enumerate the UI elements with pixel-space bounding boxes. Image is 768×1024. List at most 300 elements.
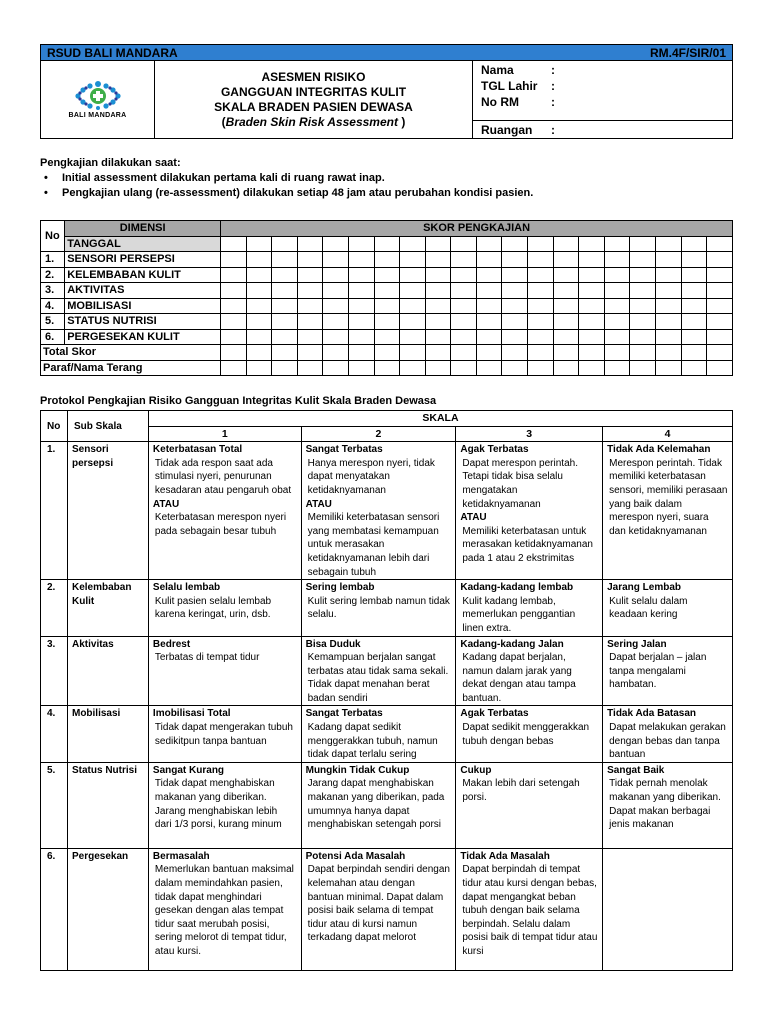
score-cell[interactable]: [655, 329, 681, 345]
score-cell[interactable]: [451, 236, 477, 252]
score-col-tanggal: TANGGAL: [65, 236, 221, 252]
score-cell[interactable]: [707, 283, 733, 299]
score-cell[interactable]: [579, 314, 605, 330]
score-cell[interactable]: [476, 283, 502, 299]
score-cell[interactable]: [476, 236, 502, 252]
score-cell[interactable]: [579, 298, 605, 314]
score-cell[interactable]: [349, 298, 375, 314]
score-cell[interactable]: [655, 298, 681, 314]
score-cell[interactable]: [374, 360, 400, 376]
score-cell[interactable]: [451, 298, 477, 314]
score-cell[interactable]: [297, 283, 323, 299]
score-cell[interactable]: [579, 329, 605, 345]
scale-option-2: [301, 848, 456, 970]
score-cell[interactable]: [476, 329, 502, 345]
score-cell[interactable]: [528, 267, 554, 283]
score-cell[interactable]: [528, 298, 554, 314]
score-cell[interactable]: [349, 360, 375, 376]
score-row-no: 6.: [41, 329, 65, 345]
score-cell[interactable]: [553, 267, 579, 283]
score-cell[interactable]: [502, 360, 528, 376]
score-cell[interactable]: [553, 236, 579, 252]
protocol-row-no: 6.: [41, 848, 68, 970]
score-cell[interactable]: [604, 236, 630, 252]
score-cell[interactable]: [655, 360, 681, 376]
score-cell[interactable]: [528, 360, 554, 376]
scale-option-title: Tidak Ada Batasan: [607, 708, 697, 720]
score-cell[interactable]: [323, 329, 349, 345]
score-cell[interactable]: [707, 360, 733, 376]
score-cell[interactable]: [272, 252, 298, 268]
score-cell[interactable]: [297, 298, 323, 314]
scale-option-desc: Dapat berpindah sendiri dengan kelemahan atau dengan bantuan minimal. Dapat dalam posisi baik selama di tempat tidur atau di kursi namun terkadang dapat melorot: [307, 864, 450, 944]
score-cell[interactable]: [349, 267, 375, 283]
score-cell[interactable]: [272, 345, 298, 361]
scale-option-1: [148, 706, 301, 762]
score-cell[interactable]: [246, 298, 272, 314]
protocol-col-no: No: [41, 411, 68, 442]
score-cell[interactable]: [655, 267, 681, 283]
score-cell[interactable]: [451, 360, 477, 376]
score-cell[interactable]: [349, 314, 375, 330]
scale-option-desc: Tidak dapat menghabiskan makanan yang diberikan. Jarang menghabiskan lebih dari 1/3 porsi, kurang minum: [154, 778, 282, 831]
scale-option-title: Potensi Ada Masalah: [305, 850, 406, 862]
score-col-no: No: [41, 221, 65, 252]
score-col-dimensi: DIMENSI: [65, 221, 221, 237]
protocol-row: [41, 442, 733, 580]
score-cell[interactable]: [400, 360, 426, 376]
score-row-no: 2.: [41, 267, 65, 283]
score-cell[interactable]: [707, 329, 733, 345]
score-cell[interactable]: [604, 314, 630, 330]
score-cell[interactable]: [553, 283, 579, 299]
score-cell[interactable]: [221, 267, 247, 283]
score-cell[interactable]: [323, 236, 349, 252]
score-cell[interactable]: [476, 252, 502, 268]
scale-option-4: [603, 762, 733, 848]
score-cell[interactable]: [707, 314, 733, 330]
score-cell[interactable]: [246, 329, 272, 345]
scale-option-title: Agak Terbatas: [460, 444, 529, 456]
score-cell[interactable]: [502, 283, 528, 299]
score-cell[interactable]: [374, 298, 400, 314]
score-cell[interactable]: [272, 360, 298, 376]
protocol-row-sub: Status Nutrisi: [67, 762, 148, 848]
score-cell[interactable]: [630, 283, 656, 299]
score-cell[interactable]: [553, 360, 579, 376]
scale-option-4: [603, 580, 733, 636]
score-cell[interactable]: [400, 314, 426, 330]
score-cell[interactable]: [630, 298, 656, 314]
score-cell[interactable]: [553, 329, 579, 345]
score-cell[interactable]: [630, 236, 656, 252]
protocol-row-sub: Mobilisasi: [67, 706, 148, 762]
scale-option-desc: Memerlukan bantuan maksimal dalam memindahkan pasien, tidak dapat menghindari gesekan dengan alas tempat tidur saat merubah posisi, sering melorot di tempat tidur, atau kursi.: [154, 864, 294, 957]
title-line-4: (Braden Skin Risk Assessment ): [221, 114, 406, 129]
form-code: RM.4F/SIR/01: [649, 45, 726, 60]
score-cell[interactable]: [246, 252, 272, 268]
score-cell[interactable]: [246, 267, 272, 283]
score-cell[interactable]: [553, 298, 579, 314]
score-cell[interactable]: [374, 283, 400, 299]
score-cell[interactable]: [451, 345, 477, 361]
score-cell[interactable]: [297, 236, 323, 252]
protocol-row-sub: Kelembaban Kulit: [67, 580, 148, 636]
score-cell[interactable]: [528, 236, 554, 252]
score-row: [41, 298, 733, 314]
scale-option-title: Agak Terbatas: [460, 708, 529, 720]
scale-option-desc: Merespon perintah. Tidak memiliki keterbatasan sensori, memiliki perasaan yang baik dalam merespon nyeri, suara dan ketidaknyamanan: [609, 457, 728, 537]
scale-option-title: Sangat Kurang: [152, 764, 225, 776]
scale-option-title: Sangat Baik: [607, 764, 665, 776]
score-row-no: 4.: [41, 298, 65, 314]
score-cell[interactable]: [400, 236, 426, 252]
score-cell[interactable]: [604, 267, 630, 283]
score-cell[interactable]: [323, 252, 349, 268]
score-cell[interactable]: [707, 267, 733, 283]
score-cell[interactable]: [451, 267, 477, 283]
score-cell[interactable]: [630, 345, 656, 361]
protocol-row: [41, 706, 733, 762]
score-cell[interactable]: [323, 314, 349, 330]
score-cell[interactable]: [707, 252, 733, 268]
scale-option-title: Bisa Duduk: [305, 638, 361, 650]
score-cell[interactable]: [579, 252, 605, 268]
scale-option-2: [301, 580, 456, 636]
score-cell[interactable]: [579, 236, 605, 252]
title-line-3: SKALA BRADEN PASIEN DEWASA: [214, 99, 413, 114]
score-row-label: PERGESEKAN KULIT: [65, 329, 221, 345]
score-cell[interactable]: [349, 329, 375, 345]
scale-option-desc: Kemampuan berjalan sangat terbatas atau tidak sama sekali. Tidak dapat menahan berat badan sendiri: [307, 652, 449, 704]
scale-option-1: [148, 636, 301, 706]
score-cell[interactable]: [553, 345, 579, 361]
score-cell[interactable]: [221, 236, 247, 252]
score-cell[interactable]: [655, 236, 681, 252]
score-cell[interactable]: [579, 345, 605, 361]
score-cell[interactable]: [553, 314, 579, 330]
score-cell[interactable]: [630, 252, 656, 268]
scale-option-desc: Dapat sedikit menggerakkan tubuh dengan bebas: [462, 722, 590, 747]
score-cell[interactable]: [425, 329, 451, 345]
scale-option-title: Selalu lembab: [152, 582, 221, 594]
scale-option-4: [603, 442, 733, 580]
scale-option-title: Tidak Ada Masalah: [460, 850, 550, 862]
score-cell[interactable]: [502, 314, 528, 330]
score-cell[interactable]: [681, 252, 707, 268]
score-cell[interactable]: [528, 314, 554, 330]
intro-bullet: • Initial assessment dilakukan pertama kali di ruang rawat inap.: [40, 171, 733, 186]
score-cell[interactable]: [297, 329, 323, 345]
score-cell[interactable]: [681, 298, 707, 314]
score-cell[interactable]: [604, 298, 630, 314]
scale-option-2: [301, 636, 456, 706]
scale-option-1: [148, 580, 301, 636]
intro-heading: Pengkajian dilakukan saat:: [40, 157, 181, 169]
hospital-logo-icon: [68, 80, 128, 110]
score-cell[interactable]: [323, 283, 349, 299]
score-cell[interactable]: [297, 267, 323, 283]
score-cell[interactable]: [681, 314, 707, 330]
scale-option-desc: Kulit sering lembab namun tidak selalu.: [307, 595, 450, 621]
scale-option-2: [301, 762, 456, 848]
score-cell[interactable]: [272, 298, 298, 314]
field-nama[interactable]: Nama :: [481, 63, 555, 77]
score-cell[interactable]: [425, 283, 451, 299]
scale-option-desc: Tidak pernah menolak makanan yang diberikan. Dapat makan berbagai jenis makanan: [609, 778, 721, 831]
score-cell[interactable]: [476, 267, 502, 283]
score-cell[interactable]: [707, 236, 733, 252]
scale-option-1: [148, 442, 301, 580]
scale-option-title: Cukup: [460, 764, 492, 776]
score-cell[interactable]: [604, 252, 630, 268]
score-cell[interactable]: [604, 283, 630, 299]
field-no-rm[interactable]: No RM :: [481, 95, 555, 109]
scale-option-atau: ATAU: [460, 512, 487, 524]
protocol-row-no: 3.: [41, 636, 68, 706]
header-body: [40, 61, 733, 139]
score-row: [41, 267, 733, 283]
score-cell[interactable]: [400, 283, 426, 299]
score-cell[interactable]: [246, 314, 272, 330]
score-cell[interactable]: [425, 236, 451, 252]
scale-option-3: [456, 762, 603, 848]
score-cell[interactable]: [246, 360, 272, 376]
score-cell[interactable]: [323, 298, 349, 314]
score-cell[interactable]: [707, 345, 733, 361]
score-cell[interactable]: [221, 360, 247, 376]
score-cell[interactable]: [349, 345, 375, 361]
score-cell[interactable]: [528, 283, 554, 299]
protocol-row: [41, 848, 733, 970]
score-paraf-label: Paraf/Nama Terang: [41, 360, 221, 376]
scale-option-4: [603, 848, 733, 970]
scale-option-desc: Kulit pasien selalu lembab karena keringat, urin, dsb.: [154, 595, 272, 621]
scale-option-desc: Kulit kadang lembab, memerlukan penggantian linen extra.: [462, 595, 576, 634]
score-cell[interactable]: [297, 252, 323, 268]
scale-option-desc: Tidak dapat mengerakan tubuh sedikitpun tanpa bantuan: [154, 722, 293, 747]
field-ruangan[interactable]: Ruangan :: [481, 122, 555, 137]
scale-option-title: Tidak Ada Kelemahan: [607, 444, 711, 456]
scale-option-desc: Kadang dapat berjalan, namun dalam jarak yang dekat dengan atau tampa bantuan.: [462, 652, 576, 704]
score-cell[interactable]: [374, 252, 400, 268]
score-cell[interactable]: [425, 298, 451, 314]
score-row-label: SENSORI PERSEPSI: [65, 252, 221, 268]
protocol-row-no: 4.: [41, 706, 68, 762]
protocol-title: Protokol Pengkajian Risiko Gangguan Integritas Kulit Skala Braden Dewasa: [40, 395, 437, 407]
score-cell[interactable]: [221, 314, 247, 330]
score-cell[interactable]: [400, 252, 426, 268]
patient-id-block: [473, 61, 732, 138]
score-row-label: MOBILISASI: [65, 298, 221, 314]
score-cell[interactable]: [681, 345, 707, 361]
score-row: [41, 283, 733, 299]
scale-option-desc: Dapat berjalan – jalan tanpa mengalami hambatan.: [609, 652, 707, 691]
score-cell[interactable]: [323, 360, 349, 376]
scale-option-3: [456, 848, 603, 970]
score-row: [41, 314, 733, 330]
scale-option-4: [603, 706, 733, 762]
score-cell[interactable]: [246, 236, 272, 252]
score-row: [41, 329, 733, 345]
score-cell[interactable]: [400, 345, 426, 361]
score-cell[interactable]: [272, 329, 298, 345]
score-cell[interactable]: [528, 345, 554, 361]
score-cell[interactable]: [579, 360, 605, 376]
logo-text: BALI MANDARA: [68, 112, 127, 119]
scale-num: 2: [301, 426, 456, 442]
score-cell[interactable]: [502, 267, 528, 283]
score-cell[interactable]: [681, 329, 707, 345]
score-cell[interactable]: [349, 283, 375, 299]
scale-option-title: Mungkin Tidak Cukup: [305, 764, 410, 776]
scale-option-2: [301, 442, 456, 580]
score-cell[interactable]: [655, 345, 681, 361]
score-cell[interactable]: [502, 329, 528, 345]
score-cell[interactable]: [349, 252, 375, 268]
score-cell[interactable]: [655, 314, 681, 330]
scale-option-desc: Kadang dapat sedikit menggerakkan tubuh, namun tidak dapat terlalu sering: [307, 722, 438, 761]
score-cell[interactable]: [707, 298, 733, 314]
score-cell[interactable]: [528, 252, 554, 268]
score-cell[interactable]: [221, 298, 247, 314]
score-cell[interactable]: [451, 252, 477, 268]
score-cell[interactable]: [579, 267, 605, 283]
score-cell[interactable]: [630, 360, 656, 376]
score-cell[interactable]: [425, 252, 451, 268]
score-cell[interactable]: [451, 329, 477, 345]
scale-option-3: [456, 580, 603, 636]
score-cell[interactable]: [374, 236, 400, 252]
score-cell[interactable]: [425, 345, 451, 361]
scale-num: 1: [148, 426, 301, 442]
score-row-label: KELEMBABAN KULIT: [65, 267, 221, 283]
score-cell[interactable]: [374, 314, 400, 330]
score-cell[interactable]: [297, 360, 323, 376]
score-cell[interactable]: [476, 345, 502, 361]
protocol-row: [41, 762, 733, 848]
score-cell[interactable]: [681, 236, 707, 252]
score-total-label: Total Skor: [41, 345, 221, 361]
score-cell[interactable]: [630, 267, 656, 283]
score-cell[interactable]: [425, 267, 451, 283]
score-col-skor: SKOR PENGKAJIAN: [221, 221, 733, 237]
header-bar: [40, 44, 733, 61]
score-cell[interactable]: [604, 360, 630, 376]
scale-option-3: [456, 706, 603, 762]
scale-option-atau: ATAU: [305, 498, 332, 510]
scale-option-title: Imobilisasi Total: [152, 708, 231, 720]
scale-option-desc2: Keterbatasan merespon nyeri pada sebagain besar tubuh: [154, 512, 287, 537]
score-cell[interactable]: [502, 345, 528, 361]
protocol-row-no: 2.: [41, 580, 68, 636]
score-cell[interactable]: [400, 298, 426, 314]
protocol-row-sub: Sensori persepsi: [67, 442, 148, 580]
score-cell[interactable]: [681, 283, 707, 299]
score-cell[interactable]: [297, 314, 323, 330]
score-cell[interactable]: [604, 329, 630, 345]
score-cell[interactable]: [297, 345, 323, 361]
form-title: [155, 61, 473, 138]
score-cell[interactable]: [425, 314, 451, 330]
score-cell[interactable]: [221, 345, 247, 361]
score-cell[interactable]: [579, 283, 605, 299]
scale-num: 4: [603, 426, 733, 442]
logo: [41, 61, 155, 138]
score-cell[interactable]: [681, 267, 707, 283]
field-tgl-lahir[interactable]: TGL Lahir :: [481, 79, 555, 93]
score-cell[interactable]: [349, 236, 375, 252]
protocol-row-sub: Pergesekan: [67, 848, 148, 970]
protocol-row: [41, 580, 733, 636]
score-cell[interactable]: [476, 298, 502, 314]
score-cell[interactable]: [272, 236, 298, 252]
scale-option-title: Kadang-kadang Jalan: [460, 638, 564, 650]
score-cell[interactable]: [323, 345, 349, 361]
scale-option-title: Keterbatasan Total: [152, 444, 243, 456]
score-cell[interactable]: [502, 252, 528, 268]
score-cell[interactable]: [630, 329, 656, 345]
score-cell[interactable]: [221, 329, 247, 345]
score-cell[interactable]: [553, 252, 579, 268]
scale-option-1: [148, 762, 301, 848]
score-cell[interactable]: [246, 283, 272, 299]
score-row-no: 1.: [41, 252, 65, 268]
score-cell[interactable]: [476, 314, 502, 330]
scale-option-3: [456, 442, 603, 580]
score-cell[interactable]: [272, 283, 298, 299]
score-cell[interactable]: [425, 360, 451, 376]
score-cell[interactable]: [451, 314, 477, 330]
scale-num: 3: [456, 426, 603, 442]
score-cell[interactable]: [528, 329, 554, 345]
protocol-row-no: 5.: [41, 762, 68, 848]
score-cell[interactable]: [502, 236, 528, 252]
scale-option-title: Sering lembab: [305, 582, 375, 594]
score-cell[interactable]: [323, 267, 349, 283]
score-cell[interactable]: [400, 267, 426, 283]
score-cell[interactable]: [272, 267, 298, 283]
score-cell[interactable]: [604, 345, 630, 361]
scale-option-3: [456, 636, 603, 706]
score-cell[interactable]: [502, 298, 528, 314]
score-cell[interactable]: [400, 329, 426, 345]
protocol-col-sub: Sub Skala: [67, 411, 148, 442]
score-cell[interactable]: [630, 314, 656, 330]
score-cell[interactable]: [246, 345, 272, 361]
intro-bullet: • Pengkajian ulang (re-assessment) dilakukan setiap 48 jam atau perubahan kondisi pasien.: [40, 186, 733, 201]
score-cell[interactable]: [221, 283, 247, 299]
score-cell[interactable]: [476, 360, 502, 376]
scale-option-2: [301, 706, 456, 762]
score-cell[interactable]: [655, 252, 681, 268]
score-cell[interactable]: [374, 345, 400, 361]
score-cell[interactable]: [374, 329, 400, 345]
score-cell[interactable]: [221, 252, 247, 268]
score-cell[interactable]: [272, 314, 298, 330]
scale-option-desc: Dapat merespon perintah. Tetapi tidak bisa selalu mengatakan ketidaknyamanan: [462, 457, 578, 510]
title-line-2: GANGGUAN INTEGRITAS KULIT: [220, 84, 407, 99]
scale-option-desc2: Memiliki keterbatasan untuk merasakan ketidaknyamanan pada 1 atau 2 ekstrimitas: [462, 525, 593, 564]
score-cell[interactable]: [451, 283, 477, 299]
protocol-col-skala: SKALA: [148, 411, 732, 427]
score-cell[interactable]: [681, 360, 707, 376]
score-row-no: 3.: [41, 283, 65, 299]
score-cell[interactable]: [655, 283, 681, 299]
scale-option-atau: ATAU: [152, 498, 180, 510]
score-cell[interactable]: [374, 267, 400, 283]
document-page: [40, 44, 733, 971]
